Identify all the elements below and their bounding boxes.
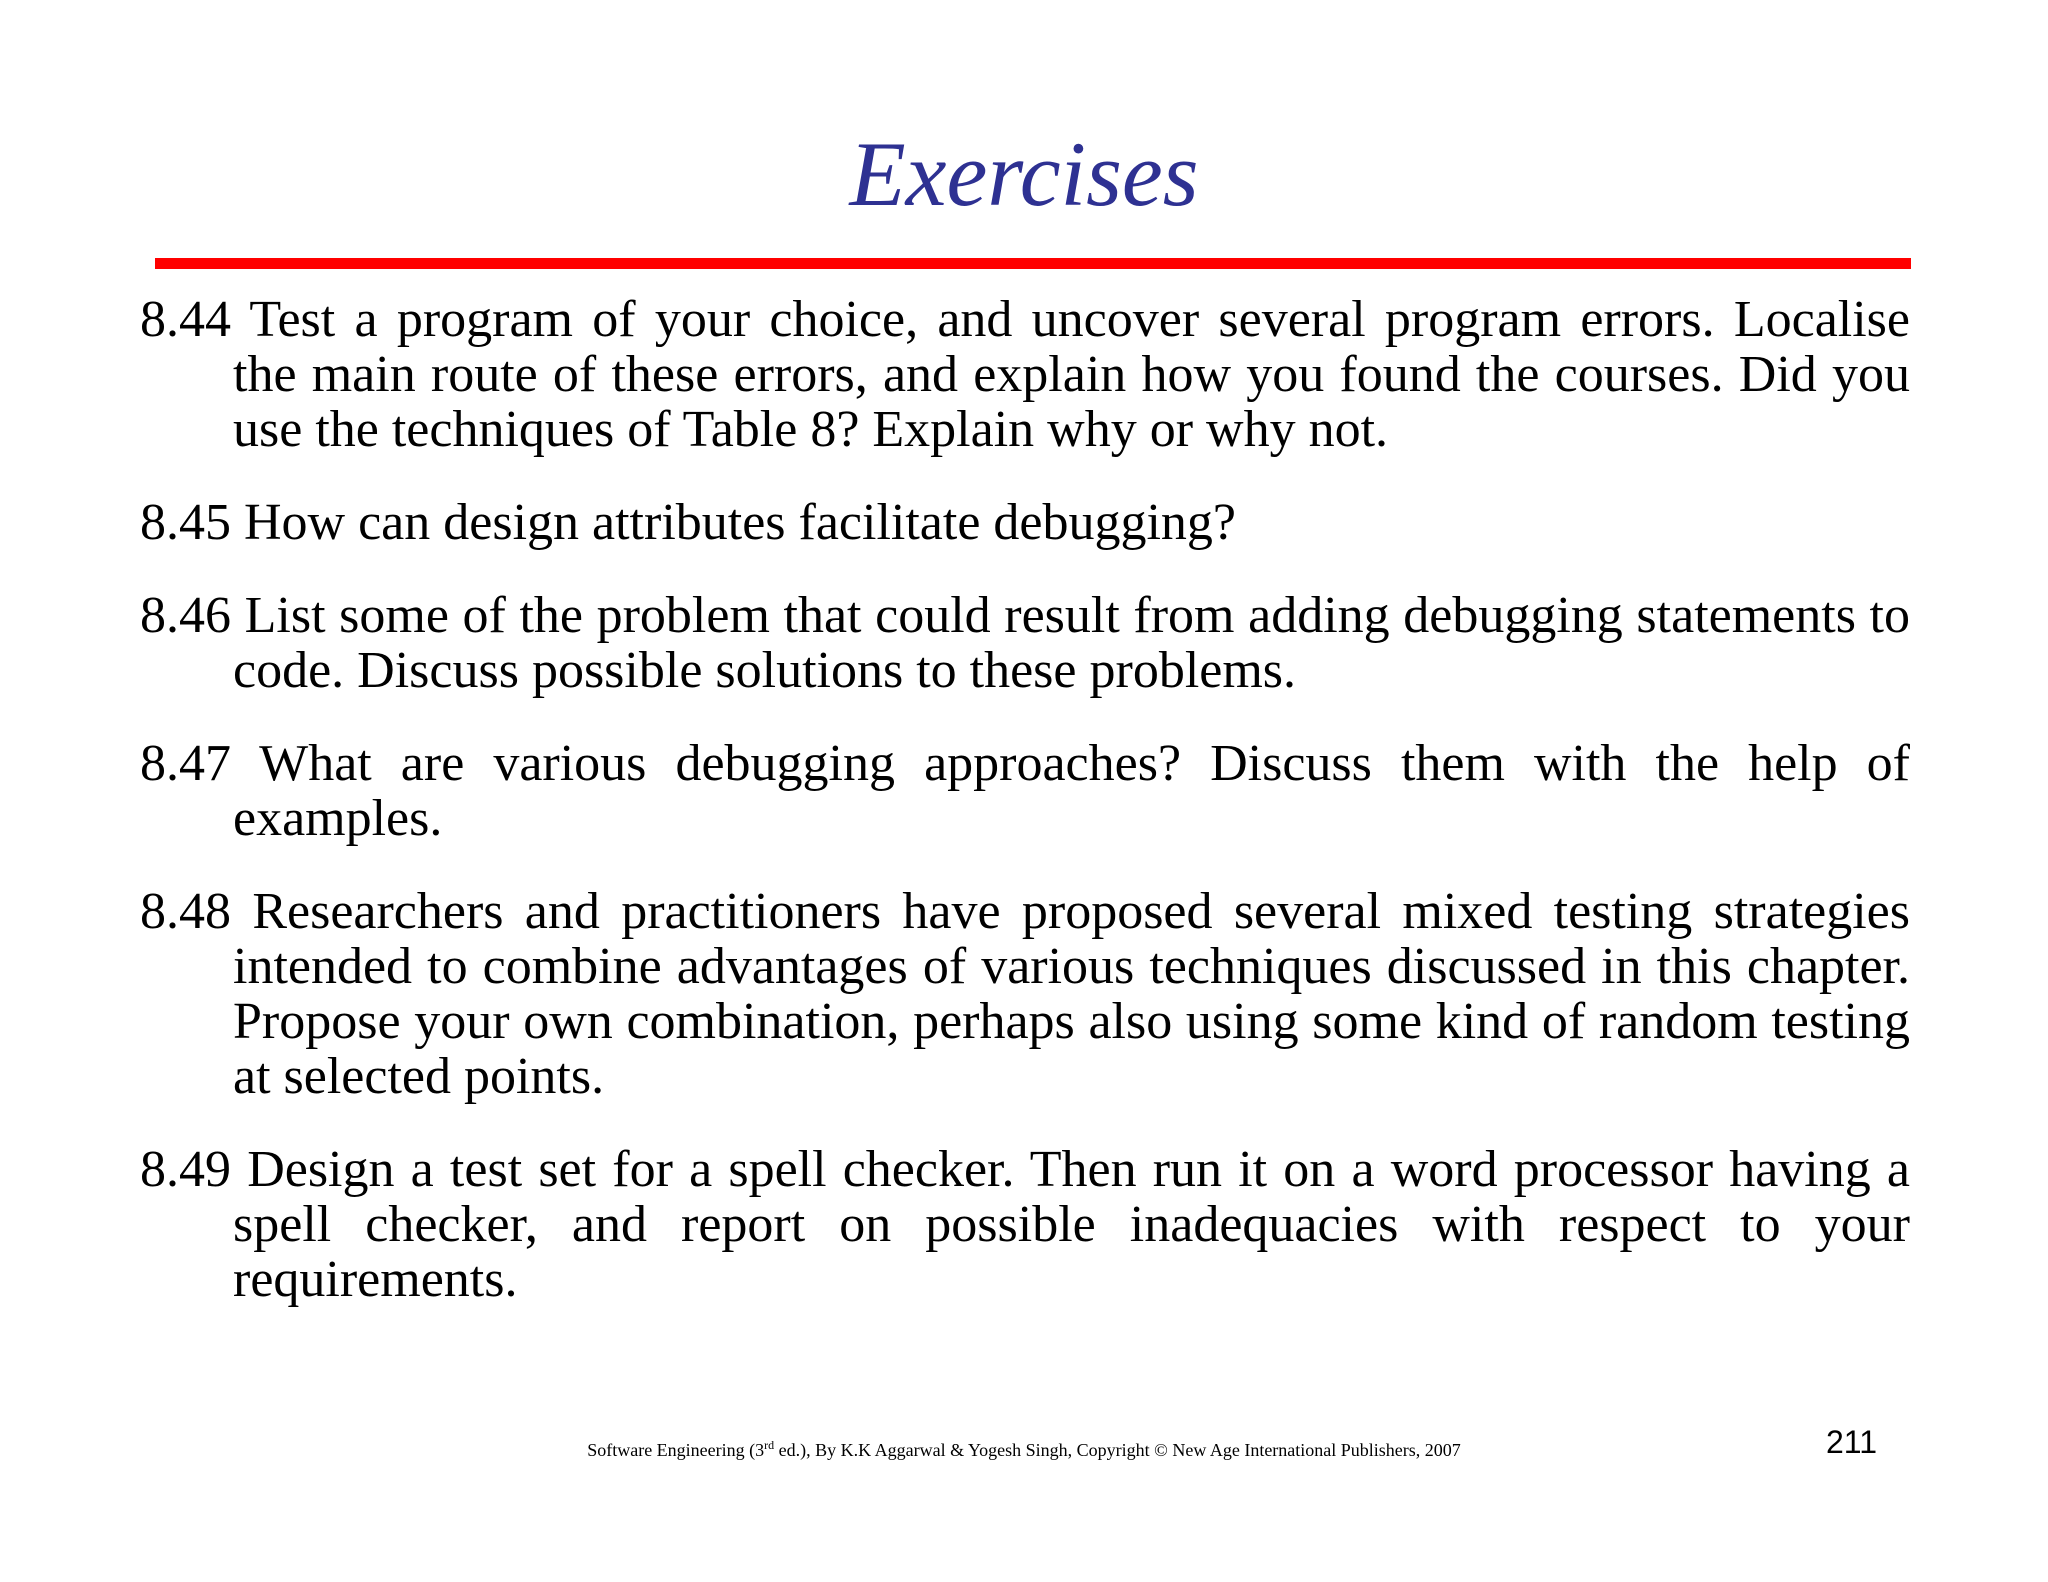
slide-title: Exercises [849,123,1199,225]
footer-citation [0,1438,2048,1461]
exercise-number: 8.44 [140,291,231,348]
exercise-item [140,736,1910,846]
exercise-item [140,1142,1910,1307]
exercise-text: What are various debugging approaches? Discuss them with the help of examples. [233,735,1910,847]
exercise-text: How can design attributes facilitate debugging? [244,494,1237,551]
exercise-text: Test a program of your choice, and uncover several program errors. Localise the main route of these errors, and explain how you found the courses. Did you use the techniques of Table 8? Explain why or why not. [233,291,1910,458]
exercise-item [140,884,1910,1104]
exercise-text: Design a test set for a spell checker. Then run it on a word processor having a spell checker, and report on possible inadequacies with respect to your requirements. [233,1141,1911,1308]
exercise-item [140,588,1910,698]
exercise-item [140,292,1910,457]
title-divider [155,258,1911,269]
footer-text-end: ed.), By K.K Aggarwal & Yogesh Singh, Copyright © New Age International Publishers, 2007 [774,1440,1461,1460]
exercise-number: 8.46 [140,587,231,644]
exercise-number: 8.49 [140,1141,231,1198]
exercise-text: Researchers and practitioners have proposed several mixed testing strategies intended to combine advantages of various techniques discussed in this chapter. Propose your own combination, perhaps also using some kind of random testing at selected points. [233,883,1910,1105]
exercise-number: 8.45 [140,494,231,551]
footer-text-start: Software Engineering (3 [587,1440,765,1460]
exercise-text: List some of the problem that could result from adding debugging statements to code. Discuss possible solutions to these problems. [233,587,1911,699]
exercise-number: 8.47 [140,735,231,792]
exercise-number: 8.48 [140,883,231,940]
exercise-item [140,495,1910,550]
page-number: 211 [1826,1424,1878,1460]
footer-superscript: rd [764,1438,775,1452]
exercise-list [140,292,1910,1307]
